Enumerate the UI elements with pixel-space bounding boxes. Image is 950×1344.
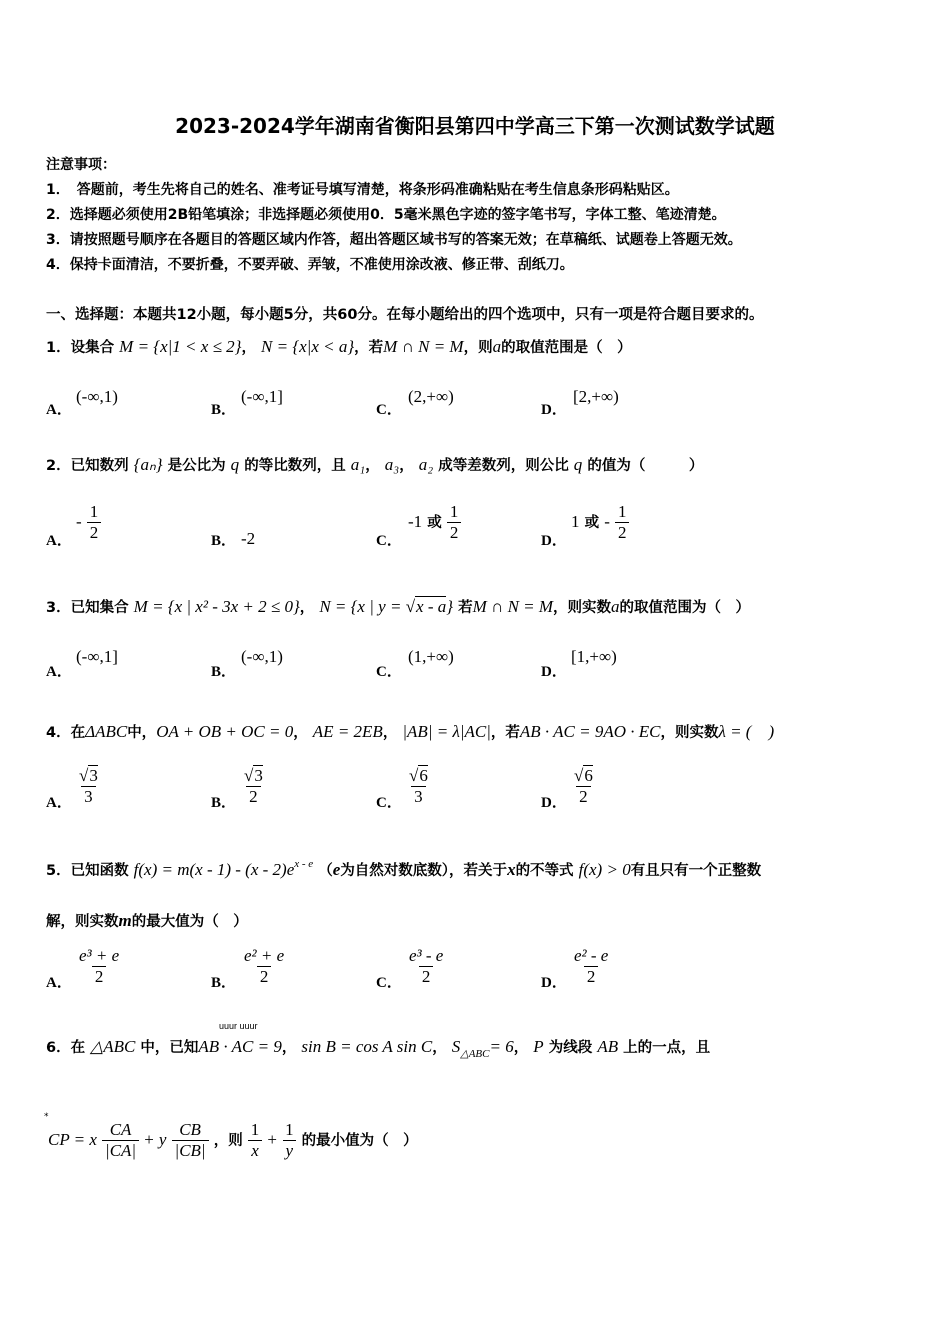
q4-triangle: ΔABC — [85, 722, 128, 741]
q2-c-den: 2 — [447, 522, 462, 543]
page-title: 2023-2024学年湖南省衡阳县第四中学高三下第一次测试数学试题 — [175, 114, 775, 138]
q2-a2: a₂ — [418, 455, 434, 474]
q6-frac-ca — [102, 1120, 139, 1161]
q6-triangle: △ABC — [90, 1037, 136, 1056]
q4-expr-2: AE = 2EB — [312, 722, 383, 741]
q6-frac-1y — [282, 1120, 297, 1161]
question-6-line-2 — [48, 1120, 418, 1161]
q3-option-c-label: C． — [376, 664, 402, 680]
q2-d-frac — [615, 502, 630, 543]
q1-option-d: [2,+∞) — [573, 387, 619, 406]
q1-mid: ，则 — [463, 340, 493, 356]
q5-a-num: e³ + e — [79, 946, 120, 965]
q4-option-d-label: D． — [541, 795, 567, 811]
q4-c-den: 3 — [411, 786, 426, 807]
q2-a3: a₃ — [384, 455, 400, 474]
q2-c-frac — [447, 502, 462, 543]
q5-a-den: 2 — [92, 966, 107, 987]
q4-expr-3: |AB| = λ|AC| — [402, 722, 491, 741]
q6-ca: CA — [109, 1120, 132, 1139]
q5-t4: 有且只有一个正整数 — [630, 863, 762, 879]
q2-t1: 是公比为 — [167, 458, 226, 474]
q3-set-n-root: x - a — [416, 597, 447, 616]
q5-number: 5．已知函数 — [46, 863, 129, 879]
q2-d-pre: 1 — [571, 512, 580, 531]
q3-set-m: M = {x | x² - 3x + 2 ≤ 0} — [133, 597, 300, 616]
question-1 — [46, 336, 632, 357]
q4-option-c: $\frac{√6}{3}$ — [409, 766, 428, 806]
q3-option-a: (-∞,1] — [76, 647, 118, 666]
q4-t3: ，则实数 — [660, 725, 719, 741]
q4-number: 4．在 — [46, 725, 86, 741]
q4-sep-1: ， — [293, 725, 308, 741]
q3-set-n: N = {x | y = √x - a} — [319, 597, 454, 616]
q5-c-num: e³ - e — [409, 946, 444, 965]
q6-one-x: 1 — [250, 1120, 260, 1139]
q5-inequality: f(x) > 0 — [578, 860, 631, 879]
q6-frac-cb — [172, 1120, 209, 1161]
q5-option-b-label: B． — [211, 975, 237, 991]
q1-option-c-label: C． — [376, 402, 402, 418]
question-5-line-2 — [46, 910, 248, 931]
q4-expr-4: AB · AC = 9AO · EC — [519, 722, 661, 741]
q6-t5: 的最小值为（ ） — [301, 1133, 418, 1149]
q1-option-a-label: A． — [46, 402, 72, 418]
q2-option-a-label: A． — [46, 533, 72, 549]
q4-lambda: λ = ( ) — [718, 722, 775, 741]
q3-set-n-post: } — [446, 597, 454, 616]
q3-number: 3．已知集合 — [46, 600, 129, 616]
q5-exponent: x - e — [294, 858, 314, 870]
q2-t3: 成等差数列，则公比 — [438, 458, 569, 474]
question-5 — [46, 858, 761, 880]
q2-d-den: 2 — [615, 522, 630, 543]
notice-item-4: 4．保持卡面清洁，不要折叠，不要弄破、弄皱，不准使用涂改液、修正带、刮纸刀。 — [46, 257, 574, 273]
q6-cb: CB — [179, 1120, 201, 1139]
q5-b-den: 2 — [257, 966, 272, 987]
q5-option-d — [571, 946, 611, 987]
q1-tail: 的取值范围是（ ） — [501, 340, 632, 356]
q4-sep-2: ， — [382, 725, 398, 741]
q1-option-c: (2,+∞) — [408, 387, 454, 406]
q4-option-b-label: B． — [211, 795, 237, 811]
q1-option-a: (-∞,1) — [76, 387, 118, 406]
q3-t3: 的取值范围为（ ） — [619, 600, 751, 616]
q1-sep: ， — [241, 340, 256, 356]
q5-option-a — [76, 946, 122, 987]
q5-function: f(x) = m(x - 1) - (x - 2)e — [133, 860, 295, 879]
q6-number: 6．在 — [46, 1040, 86, 1056]
q6-expr-2: sin B = cos A sin C — [301, 1037, 433, 1056]
q2-q: q — [230, 455, 240, 474]
q2-seq: {aₙ} — [133, 455, 163, 474]
q5-line2-post: 的最大值为（ ） — [131, 914, 248, 930]
q2-t2: 的等比数列，且 — [244, 458, 346, 474]
q6-expr-1: AB · AC = 9 — [198, 1037, 282, 1056]
q4-c-root: 6 — [419, 766, 428, 785]
q2-a-num: 1 — [89, 502, 99, 521]
q2-comma-1: ， — [365, 458, 380, 474]
q2-a-frac — [87, 502, 102, 543]
q5-m: m — [118, 911, 132, 930]
q6-segment: AB — [597, 1037, 619, 1056]
q1-var: a — [492, 337, 502, 356]
q3-option-c: (1,+∞) — [408, 647, 454, 666]
q3-t1: 若 — [458, 600, 473, 616]
notice-heading: 注意事项： — [46, 157, 116, 173]
q5-c-den: 2 — [419, 966, 434, 987]
q6-area-s: S — [451, 1037, 461, 1056]
q2-option-c-label: C． — [376, 533, 402, 549]
q5-e: e — [332, 860, 341, 879]
q6-area-val: = 6 — [489, 1037, 514, 1056]
q2-t4: 的值为（ ） — [587, 458, 704, 474]
q6-cp: CP = x — [48, 1130, 97, 1149]
q5-t3: 的不等式 — [515, 863, 574, 879]
q3-option-b-label: B． — [211, 664, 237, 680]
q2-d-or: 或 — [584, 515, 600, 531]
q4-b-root: 3 — [254, 766, 263, 785]
q5-option-b — [241, 946, 287, 987]
q1-set-n: N = {x|x < a} — [261, 337, 355, 356]
section-header: 一、选择题：本题共12小题，每小题5分，共60分。在每小题给出的四个选项中，只有一项是符合题目要求的。 — [46, 307, 764, 323]
q2-option-b: -2 — [241, 529, 256, 548]
q5-t1: （ — [318, 863, 333, 879]
q2-option-c — [408, 502, 461, 543]
q2-d-num: 1 — [617, 502, 627, 521]
q2-number: 2．已知数列 — [46, 458, 129, 474]
q4-option-d: $\frac{√6}{2}$ — [574, 766, 593, 806]
q1-number: 1．设集合 — [46, 340, 115, 356]
q6-y: y — [158, 1130, 167, 1149]
q5-option-d-label: D． — [541, 975, 567, 991]
q6-vector-marks: uuur uuur — [219, 1021, 258, 1031]
q4-option-a-label: A． — [46, 795, 72, 811]
q3-option-d: [1,+∞) — [571, 647, 617, 666]
q1-cond-pre: ，若 — [354, 340, 384, 356]
q6-t4: ，则 — [213, 1133, 243, 1149]
q6-t2: 为线段 — [548, 1040, 593, 1056]
notice-item-2: 2．选择题必须使用2B铅笔填涂；非选择题必须使用0．5毫米黑色字迹的签字笔书写，字体工整、笔迹清楚。 — [46, 207, 726, 223]
q6-comma: ， — [513, 1040, 529, 1056]
q2-comma-2: ， — [399, 458, 414, 474]
q4-expr-1: OA + OB + OC = 0 — [156, 722, 294, 741]
q4-a-root: 3 — [89, 766, 98, 785]
q4-option-a: $\frac{√3}{3}$ — [79, 766, 98, 806]
q5-d-num: e² - e — [574, 946, 609, 965]
q4-option-b: $\frac{√3}{2}$ — [244, 766, 263, 806]
q5-t2: 为自然对数底数），若关于 — [340, 863, 508, 879]
q6-ca-abs: |CA| — [102, 1140, 139, 1161]
q6-sep-2: ， — [432, 1040, 447, 1056]
q3-condition: M ∩ N = M — [472, 597, 554, 616]
q4-a-den: 3 — [81, 786, 96, 807]
question-3 — [46, 596, 750, 617]
q1-option-d-label: D． — [541, 402, 567, 418]
q6-frac-1x — [248, 1120, 263, 1161]
q2-option-d-label: D． — [541, 533, 567, 549]
q2-d-neg: - — [604, 512, 610, 531]
q5-option-a-label: A． — [46, 975, 72, 991]
q3-option-d-label: D． — [541, 664, 567, 680]
q1-condition: M ∩ N = M — [383, 337, 464, 356]
q5-b-num: e² + e — [244, 946, 285, 965]
q4-option-c-label: C． — [376, 795, 402, 811]
q6-sep-1: ， — [281, 1040, 297, 1056]
q4-d-root: 6 — [584, 766, 593, 785]
q5-option-c-label: C． — [376, 975, 402, 991]
q3-set-n-pre: N = {x | y = — [319, 597, 406, 616]
q3-sep: ， — [299, 600, 315, 616]
q2-q-2: q — [573, 455, 583, 474]
q3-t2: ，则实数 — [553, 600, 612, 616]
q6-plus-2: + — [267, 1130, 277, 1149]
question-2 — [46, 454, 703, 475]
q6-point-p: P — [533, 1037, 544, 1056]
q5-option-c — [406, 946, 446, 987]
q6-t1: 中，已知 — [140, 1040, 199, 1056]
q4-t1: 中， — [127, 725, 157, 741]
q6-cb-abs: |CB| — [172, 1140, 209, 1161]
q2-c-or: 或 — [427, 515, 442, 531]
question-4 — [46, 717, 774, 742]
q6-y-2: y — [283, 1140, 297, 1161]
q3-option-a-label: A． — [46, 664, 72, 680]
notice-item-3: 3．请按照题号顺序在各题目的答题区域内作答，超出答题区域书写的答案无效；在草稿纸、试题卷上答题无效。 — [46, 232, 742, 248]
q6-area-sub: △ABC — [460, 1048, 490, 1060]
q4-b-den: 2 — [246, 786, 261, 807]
q2-option-d — [571, 502, 629, 543]
q1-option-b: (-∞,1] — [241, 387, 283, 406]
notice-item-1: 1． 答题前，考生先将自己的姓名、准考证号填写清楚，将条形码准确粘贴在考生信息条形码粘贴区。 — [46, 182, 679, 198]
q1-set-m: M = {x|1 < x ≤ 2} — [119, 337, 242, 356]
q2-a1: a₁ — [350, 455, 366, 474]
q2-a-den: 2 — [87, 522, 102, 543]
q3-option-b: (-∞,1) — [241, 647, 283, 666]
q2-option-b-label: B． — [211, 533, 237, 549]
q1-option-b-label: B． — [211, 402, 237, 418]
q2-c-num: 1 — [449, 502, 459, 521]
q2-c-pre: -1 — [408, 512, 423, 531]
q6-one-y: 1 — [285, 1120, 294, 1139]
q5-d-den: 2 — [584, 966, 599, 987]
question-6 — [46, 1036, 710, 1060]
q5-x: x — [507, 860, 516, 879]
q5-line2-pre: 解，则实数 — [46, 914, 119, 930]
q4-t2: ，若 — [490, 725, 520, 741]
q6-x: x — [248, 1140, 262, 1161]
q6-plus: + — [144, 1130, 154, 1149]
q3-var: a — [611, 597, 620, 616]
q6-t3: 上的一点，且 — [623, 1040, 711, 1056]
q2-a-neg: - — [76, 512, 82, 531]
q6-mark: * — [44, 1112, 49, 1122]
q2-option-a — [76, 502, 101, 543]
q4-d-den: 2 — [576, 786, 591, 807]
